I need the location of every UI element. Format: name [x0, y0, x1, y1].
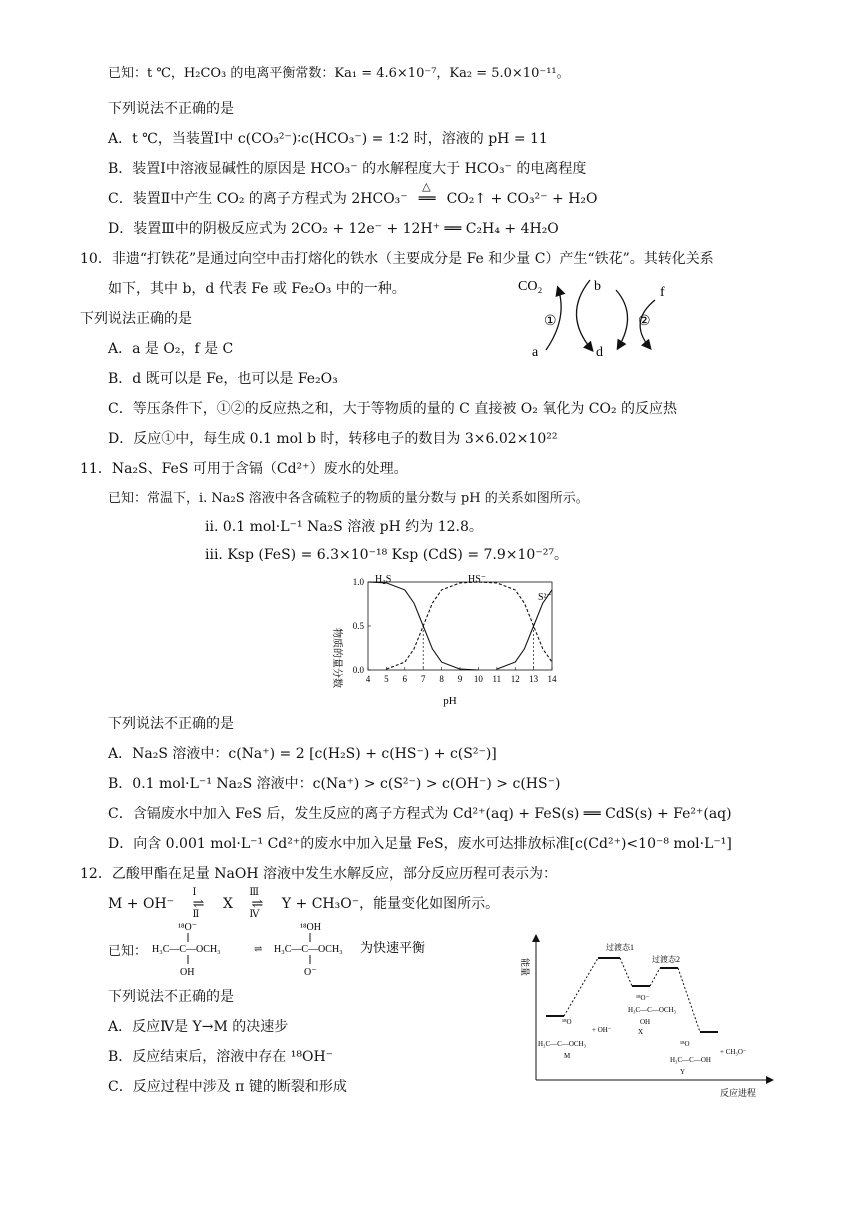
q12-energy-diagram	[520, 928, 780, 1100]
svg-text:¹⁸O: ¹⁸O	[680, 1040, 690, 1048]
label-oh: + OH⁻	[592, 1026, 612, 1034]
x-tick-label: 14	[547, 674, 557, 684]
q11-line1: 11．Na₂S、FeS 可用于含镉（Cd²⁺）废水的处理。	[80, 461, 408, 477]
heat-condition: △	[422, 180, 431, 193]
eq-x: X	[222, 896, 233, 912]
label-ts1: 过渡态1	[606, 943, 634, 952]
cycle-b: b	[594, 279, 601, 294]
label-m: M	[564, 1052, 571, 1060]
roman-2: Ⅱ	[192, 909, 200, 920]
q10-line2: 如下，其中 b，d 代表 Fe 或 Fe₂O₃ 中的一种。	[108, 281, 406, 297]
svg-text:H₃C—C—OH: H₃C—C—OH	[670, 1056, 711, 1064]
x-tick-label: 13	[529, 674, 539, 684]
known-tail: 为快速平衡	[360, 940, 426, 955]
series-line-1	[386, 582, 552, 669]
x-tick-label: 9	[457, 674, 463, 684]
svg-text:OH: OH	[180, 967, 195, 978]
q12-option-a: A．反应Ⅳ是 Y→M 的决速步	[108, 1019, 289, 1035]
x-tick-label: 4	[365, 674, 371, 684]
eq-arrow-1: Ⅰ ⇌ Ⅱ	[179, 894, 219, 914]
cycle-reaction-2: ②	[638, 314, 651, 329]
q10-cycle-diagram	[510, 270, 690, 365]
svg-text:¹⁸OH: ¹⁸OH	[300, 922, 321, 933]
svg-text:H₃C—C—OCH₃: H₃C—C—OCH₃	[274, 944, 343, 955]
q10-option-c: C．等压条件下，①②的反应热之和，大于等物质的量的 C 直接被 O₂ 氧化为 CO₂ 的反应热	[108, 401, 678, 417]
q9-known: 已知：t ℃，H₂CO₃ 的电离平衡常数：Ka₁ = 4.6×10⁻⁷，Ka₂ = 5.0×10⁻¹¹。	[108, 66, 570, 81]
cycle-reaction-1: ①	[544, 314, 557, 329]
cycle-a: a	[532, 345, 539, 360]
chart-xlabel: pH	[443, 695, 457, 707]
label-ch3o: + CH₃O⁻	[720, 1048, 747, 1056]
q12-option-c: C．反应过程中涉及 π 键的断裂和形成	[108, 1079, 347, 1095]
q9-option-c	[108, 180, 598, 209]
q9-option-c-pre: C．装置Ⅱ中产生 CO₂ 的离子方程式为 2HCO₃⁻	[108, 191, 413, 207]
q11-option-b: B．0.1 mol·L⁻¹ Na₂S 溶液中：c(Na⁺) > c(S²⁻) > c(OH⁻) > c(HS⁻)	[108, 776, 561, 792]
svg-text:H₃C—C—OCH₃: H₃C—C—OCH₃	[628, 1006, 677, 1014]
cycle-d: d	[596, 345, 603, 360]
q12-stem: 下列说法不正确的是	[108, 989, 234, 1005]
q12-option-b: B．反应结束后，溶液中存在 ¹⁸OH⁻	[108, 1049, 334, 1065]
q11-known2: ii. 0.1 mol·L⁻¹ Na₂S 溶液 pH 约为 12.8。	[205, 519, 483, 535]
svg-text:¹⁸O: ¹⁸O	[562, 1018, 572, 1026]
q9-stem: 下列说法不正确的是	[108, 101, 234, 117]
q10-option-d: D．反应①中，每生成 0.1 mol b 时，转移电子的数目为 3×6.02×10²²	[108, 431, 558, 447]
cycle-co2: CO₂	[518, 279, 543, 294]
q11-known3: iii. Ksp (FeS) = 6.3×10⁻¹⁸ Ksp (CdS) = 7.9×10⁻²⁷。	[205, 547, 568, 563]
x-tick-label: 5	[384, 674, 389, 684]
y-tick-label: 1.0	[352, 577, 364, 587]
q12-line1: 12．乙酸甲酯在足量 NaOH 溶液中发生水解反应，部分反应历程可表示为：	[80, 866, 557, 882]
y-tick-label: 0.5	[352, 621, 364, 631]
arrow-b-to-d	[576, 280, 592, 350]
svg-text:⇌: ⇌	[254, 944, 263, 955]
q11-option-a: A．Na₂S 溶液中：c(Na⁺) = 2 [c(H₂S) + c(HS⁻) + c(S²⁻)]	[108, 746, 497, 762]
x-tick-label: 6	[402, 674, 408, 684]
roman-4: Ⅳ	[249, 909, 260, 920]
x-tick-label: 7	[420, 674, 426, 684]
svg-text:H₃C—C—OCH₃: H₃C—C—OCH₃	[152, 944, 221, 955]
q9-option-b: B．装置Ⅰ中溶液显碱性的原因是 HCO₃⁻ 的水解程度大于 HCO₃⁻ 的电离程度	[108, 161, 587, 177]
svg-text:OH: OH	[640, 1018, 651, 1026]
roman-1: Ⅰ	[192, 887, 197, 898]
x-tick-label: 10	[473, 674, 483, 684]
q10-line1: 10．非遗“打铁花”是通过向空中击打熔化的铁水（主要成分是 Fe 和少量 C）产生“铁花”。其转化关系	[80, 251, 714, 267]
label-ts2: 过渡态2	[652, 955, 680, 964]
chart-frame	[368, 582, 552, 670]
q9-heat-arrow: △ ══	[412, 189, 442, 209]
series-line-2	[497, 590, 552, 669]
svg-text:¹⁸O⁻: ¹⁸O⁻	[178, 922, 197, 933]
q9-option-a: A．t ℃，当装置Ⅰ中 c(CO₃²⁻)∶c(HCO₃⁻) = 1∶2 时，溶液的 pH = 11	[108, 131, 548, 147]
series-label-s2: S²⁻	[538, 592, 552, 603]
series-label-h2s: H₂S	[375, 574, 392, 585]
q12-known-label: 已知：	[108, 944, 148, 959]
x-tick-label: 8	[439, 674, 444, 684]
x-tick-label: 12	[510, 674, 520, 684]
q10-option-a: A．a 是 O₂，f 是 C	[108, 341, 234, 357]
series-label-hs: HS⁻	[468, 574, 487, 585]
q11-option-d: D．向含 0.001 mol·L⁻¹ Cd²⁺的废水中加入足量 FeS，废水可达排放标准[c(Cd²⁺)<10⁻⁸ mol·L⁻¹]	[108, 836, 732, 852]
q11-stem: 下列说法不正确的是	[108, 716, 234, 732]
q11-known1: 已知：常温下，i. Na₂S 溶液中各含硫粒子的物质的量分数与 pH 的关系如图所示。	[108, 491, 589, 506]
label-x: X	[638, 1028, 644, 1036]
eq-arrow-2: Ⅲ ⇌ Ⅳ	[237, 894, 277, 914]
q10-option-b: B．d 既可以是 Fe，也可以是 Fe₂O₃	[108, 371, 338, 387]
energy-ylabel: 能量	[520, 958, 530, 977]
q11-option-c: C．含镉废水中加入 FeS 后，发生反应的离子方程式为 Cd²⁺(aq) + FeS(s) ══ CdS(s) + Fe²⁺(aq)	[108, 806, 732, 822]
energy-xlabel: 反应进程	[720, 1088, 757, 1098]
q11-distribution-chart	[320, 568, 570, 708]
q12-equation	[108, 887, 500, 920]
eq-y: Y + CH₃O⁻，能量变化如图所示。	[281, 896, 500, 912]
q9-option-c-post: CO₂↑ + CO₃²⁻ + H₂O	[446, 191, 598, 207]
x-tick-label: 11	[492, 674, 502, 684]
roman-3: Ⅲ	[249, 887, 260, 898]
svg-text:O⁻: O⁻	[304, 967, 317, 978]
svg-text:H₃C—C—OCH₃: H₃C—C—OCH₃	[538, 1040, 587, 1048]
label-y: Y	[680, 1068, 686, 1076]
arrow-d-cycle	[616, 290, 628, 348]
cycle-f: f	[660, 285, 665, 300]
y-tick-label: 0.0	[352, 665, 364, 675]
svg-text:¹⁸O⁻: ¹⁸O⁻	[636, 994, 650, 1002]
q9-option-d: D．装置Ⅲ中的阴极反应式为 2CO₂ + 12e⁻ + 12H⁺ ══ C₂H₄ + 4H₂O	[108, 221, 559, 237]
q10-stem: 下列说法正确的是	[80, 311, 192, 327]
eq-m: M + OH⁻	[108, 896, 175, 912]
chart-ylabel: 物质的量分数	[331, 628, 342, 688]
q12-known-structures	[150, 920, 430, 980]
